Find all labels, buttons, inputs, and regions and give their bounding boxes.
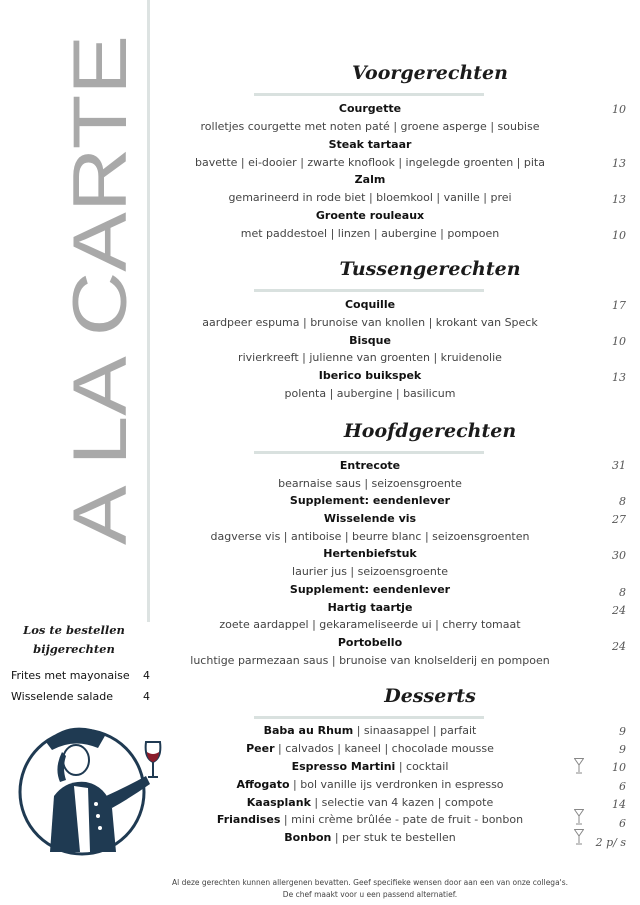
dish-price: 13 <box>612 371 626 384</box>
dish-name: Supplement: eendenlever <box>289 583 451 596</box>
dish-name: Hertenbiefstuk <box>323 547 417 560</box>
dessert-description: | sinaasappel | parfait <box>353 724 477 737</box>
dish-name: Groente rouleaux <box>315 209 425 222</box>
section-underline <box>254 716 484 719</box>
side-dish-name: Wisselende salade <box>11 690 113 703</box>
dessert-description: | selectie van 4 kazen | compote <box>310 796 494 809</box>
dish-name: Steak tartaar <box>328 138 412 151</box>
dish-description: laurier jus | seizoensgroente <box>292 565 448 578</box>
vertical-title-text: A LA CARTE <box>58 111 143 545</box>
side-dish-name: Frites met mayonaise <box>11 669 130 682</box>
dish-name: Courgette <box>338 102 402 115</box>
dish-name: Iberico buikspek <box>318 369 422 382</box>
dish-price: 31 <box>612 459 626 472</box>
side-dish-price: 4 <box>143 669 150 682</box>
dessert-description: | cocktail <box>395 760 449 773</box>
dessert-price: 6 <box>619 817 626 830</box>
dish-description: rivierkreeft | julienne van groenten | kruidenolie <box>238 351 502 364</box>
dish-description: bearnaise saus | seizoensgroente <box>278 477 462 490</box>
section-underline <box>254 451 484 454</box>
dish-description: met paddestoel | linzen | aubergine | pompoen <box>240 227 500 240</box>
dish-price: 24 <box>612 640 626 653</box>
dish-description: bavette | ei-dooier | zwarte knoflook | ingelegde groenten | pita <box>195 156 545 169</box>
side-dishes-title-line2: bijgerechten <box>33 642 115 656</box>
dessert-description: | mini crème brûlée - pate de fruit - bonbon <box>280 813 524 826</box>
side-dish-price: 4 <box>143 690 150 703</box>
dessert-price: 9 <box>619 743 626 756</box>
dessert-name: Bonbon <box>284 831 332 844</box>
dessert-description: | bol vanille ijs verdronken in espresso <box>289 778 504 791</box>
dessert-name: Kaasplank <box>246 796 311 809</box>
dish-name: Entrecote <box>339 459 401 472</box>
dessert-name: Affogato <box>236 778 290 791</box>
dessert-line <box>160 831 580 844</box>
section-title-hoofdgerechten: Hoofdgerechten <box>343 420 517 442</box>
cocktail-glass-icon <box>574 758 584 774</box>
dessert-line <box>160 760 580 773</box>
dish-price: 24 <box>612 604 626 617</box>
dessert-price: 2 p/ s <box>595 836 626 849</box>
dish-name: Coquille <box>344 298 396 311</box>
dish-price: 8 <box>619 495 626 508</box>
dish-name: Portobello <box>337 636 403 649</box>
dessert-line <box>160 742 580 755</box>
dish-price: 13 <box>612 157 626 170</box>
dessert-name: Friandises <box>216 813 281 826</box>
footer-line-1: Al deze gerechten kunnen allergenen bevatten. Geef specifieke wensen door aan een van onze collega's. <box>171 878 569 887</box>
allergen-footer <box>140 877 600 901</box>
dessert-line <box>160 724 580 737</box>
dish-name: Zalm <box>354 173 386 186</box>
dessert-price: 10 <box>612 761 626 774</box>
dish-price: 30 <box>612 549 626 562</box>
dessert-price: 6 <box>619 780 626 793</box>
dessert-line <box>160 778 580 791</box>
dish-price: 13 <box>612 193 626 206</box>
dish-price: 10 <box>612 103 626 116</box>
dish-price: 17 <box>612 299 626 312</box>
vertical-divider <box>147 0 150 622</box>
footer-line-2: De chef maakt voor u een passend alternatief. <box>282 890 458 899</box>
dessert-line <box>160 813 580 826</box>
section-title-desserts: Desserts <box>384 685 476 707</box>
dish-price: 10 <box>612 335 626 348</box>
mascot-wine-glass-illustration <box>10 712 168 862</box>
dish-price: 10 <box>612 229 626 242</box>
dish-name: Supplement: eendenlever <box>289 494 451 507</box>
dish-name: Hartig taartje <box>327 601 413 614</box>
cocktail-glass-icon <box>574 809 584 825</box>
side-dishes-title-line1: Los te bestellen <box>23 623 125 637</box>
dish-price: 8 <box>619 586 626 599</box>
dessert-name: Peer <box>246 742 275 755</box>
dessert-description: | calvados | kaneel | chocolade mousse <box>274 742 494 755</box>
section-underline <box>254 93 484 96</box>
dish-description: rolletjes courgette met noten paté | groene asperge | soubise <box>200 120 540 133</box>
dish-description: polenta | aubergine | basilicum <box>284 387 456 400</box>
dessert-description: | per stuk te bestellen <box>331 831 456 844</box>
vertical-title <box>56 30 146 550</box>
dessert-line <box>160 796 580 809</box>
dish-name: Wisselende vis <box>323 512 417 525</box>
section-title-voorgerechten: Voorgerechten <box>352 62 508 84</box>
dish-description: zoete aardappel | gekarameliseerde ui | cherry tomaat <box>219 618 521 631</box>
side-dishes-title <box>0 621 148 659</box>
dessert-name: Baba au Rhum <box>263 724 354 737</box>
section-title-tussengerechten: Tussengerechten <box>339 258 521 280</box>
dish-description: dagverse vis | antiboise | beurre blanc | seizoensgroenten <box>210 530 530 543</box>
dish-description: luchtige parmezaan saus | brunoise van knolselderij en pompoen <box>190 654 550 667</box>
dish-price: 27 <box>612 513 626 526</box>
dish-description: gemarineerd in rode biet | bloemkool | vanille | prei <box>228 191 512 204</box>
dessert-price: 14 <box>612 798 626 811</box>
dessert-name: Espresso Martini <box>291 760 396 773</box>
dish-description: aardpeer espuma | brunoise van knollen | krokant van Speck <box>202 316 538 329</box>
cocktail-glass-icon <box>574 829 584 845</box>
dish-name: Bisque <box>349 334 391 347</box>
section-underline <box>254 289 484 292</box>
dessert-price: 9 <box>619 725 626 738</box>
